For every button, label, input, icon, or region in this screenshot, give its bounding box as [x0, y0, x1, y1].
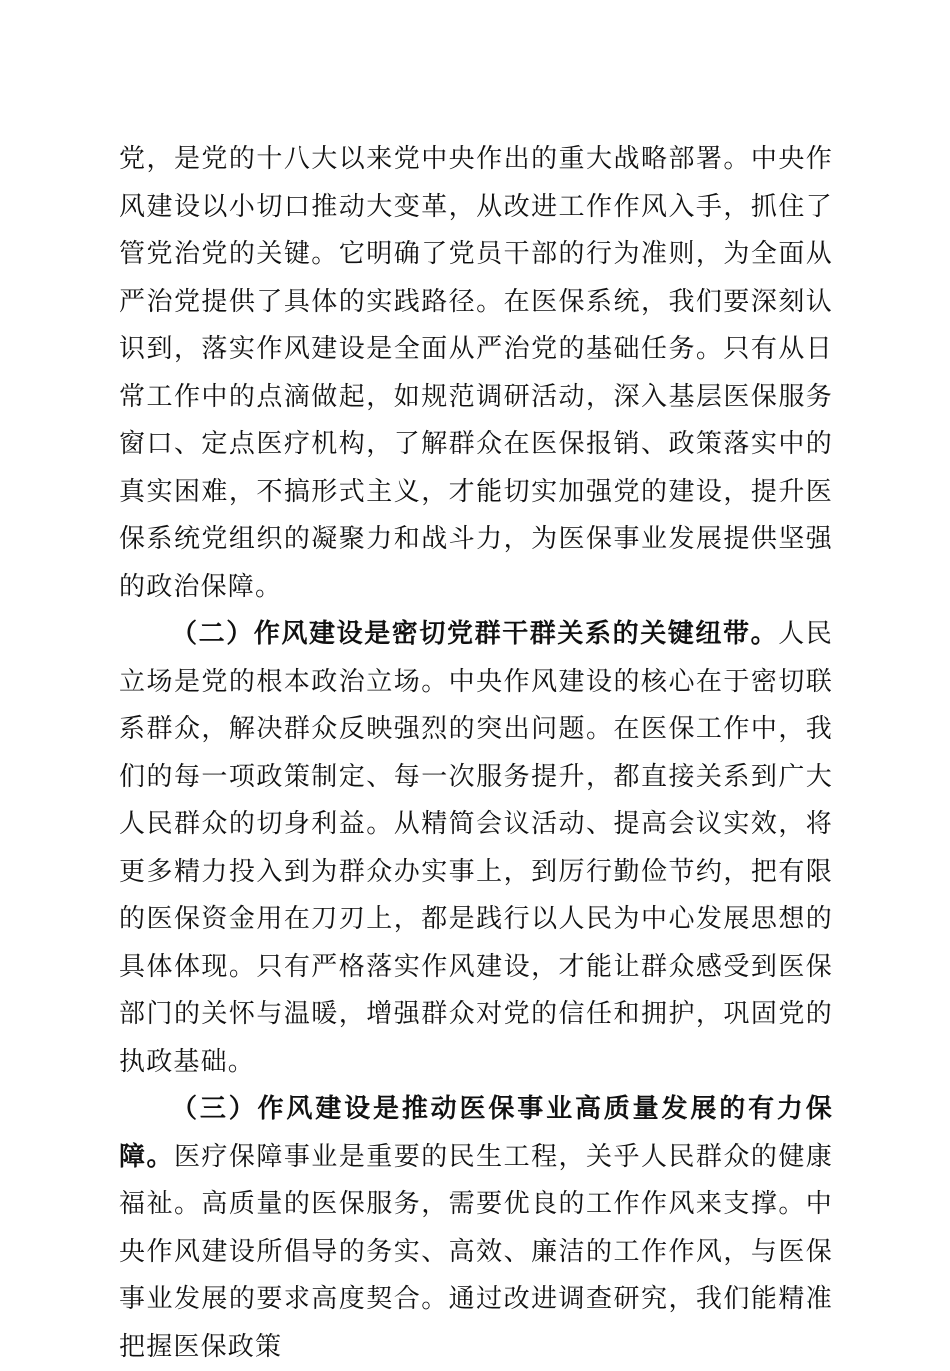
paragraph-text: 医疗保障事业是重要的民生工程，关乎人民群众的健康福祉。高质量的医保服务，需要优良的工作作风来支撑。中央作风建设所倡导的务实、高效、廉洁的工作作风，与医保事业发展的要求高度契合。通过改进调查研究，我们能精准把握医保政策 [119, 1141, 833, 1362]
section-heading-2: （二）作风建设是密切党群干群关系的关键纽带。 [171, 619, 779, 649]
section-heading-3: （三）作风建设是推动医保事业高质量发展的有力保障。 [119, 1094, 833, 1172]
document-body [119, 136, 833, 1371]
paragraph-text: 人民立场是党的根本政治立场。中央作风建设的核心在于密切联系群众，解决群众反映强烈的突出问题。在医保工作中，我们的每一项政策制定、每一次服务提升，都直接关系到广大人民群众的切身利益。从精简会议活动、提高会议实效，将更多精力投入到为群众办实事上，到厉行勤俭节约，把有限的医保资金用在刀刃上，都是践行以人民为中心发展思想的具体体现。只有严格落实作风建设，才能让群众感受到医保部门的关怀与温暖，增强群众对党的信任和拥护，巩固党的执政基础。 [119, 619, 834, 1077]
paragraph-section-2 [119, 611, 833, 1086]
paragraph-continued [119, 136, 833, 611]
paragraph-text: 党，是党的十八大以来党中央作出的重大战略部署。中央作风建设以小切口推动大变革，从改进工作作风入手，抓住了管党治党的关键。它明确了党员干部的行为准则，为全面从严治党提供了具体的实践路径。在医保系统，我们要深刻认识到，落实作风建设是全面从严治党的基础任务。只有从日常工作中的点滴做起，如规范调研活动，深入基层医保服务窗口、定点医疗机构，了解群众在医保报销、政策落实中的真实困难，不搞形式主义，才能切实加强党的建设，提升医保系统党组织的凝聚力和战斗力，为医保事业发展提供坚强的政治保障。 [119, 144, 833, 602]
paragraph-section-3 [119, 1086, 833, 1371]
